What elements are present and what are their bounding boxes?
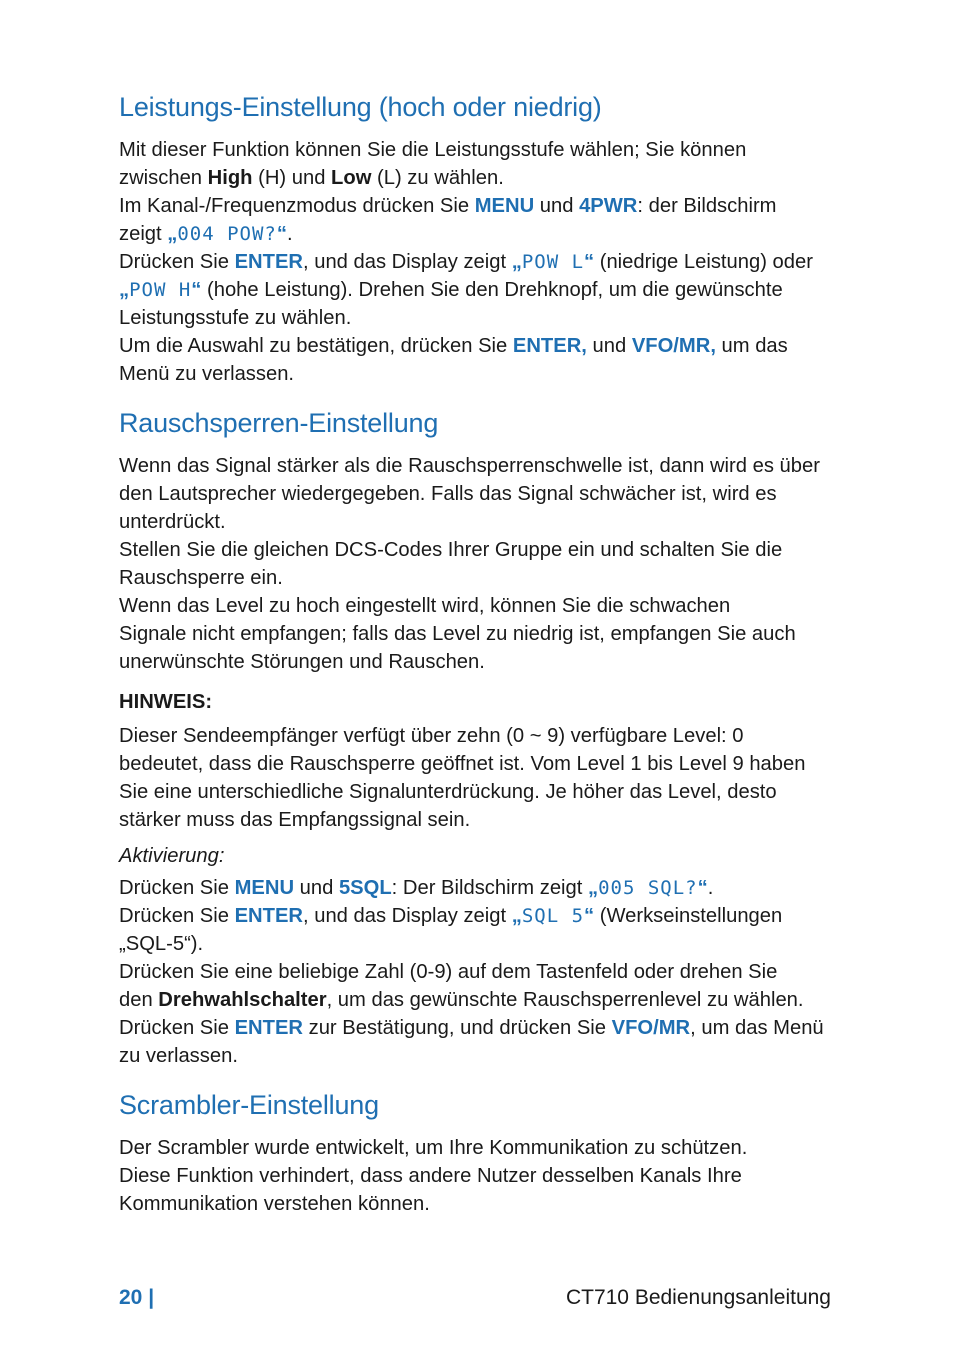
- text-line: Um die Auswahl zu bestätigen, drücken Sie ENTER, und VFO/MR, um das: [119, 335, 788, 357]
- text-line: zeigt „004 POW?“.: [119, 223, 293, 245]
- text-line: unerwünschte Störungen und Rauschen.: [119, 651, 485, 673]
- text-line: Wenn das Level zu hoch eingestellt wird, können Sie die schwachen: [119, 595, 731, 617]
- manual-title: CT710 Bedienungsanleitung: [565, 1286, 831, 1309]
- page-footer: [119, 1284, 831, 1312]
- text-line: zu verlassen.: [119, 1045, 238, 1067]
- text-line: Wenn das Signal stärker als die Rauschsperrenschwelle ist, dann wird es über: [119, 455, 820, 477]
- lcd-text-005-sql: 005 SQL?: [598, 877, 698, 899]
- text-line: Dieser Sendeempfänger verfügt über zehn (0 ~ 9) verfügbare Level: 0: [119, 725, 744, 747]
- text-line: Kommunikation verstehen können.: [119, 1193, 430, 1215]
- key-enter: ENTER,: [512, 335, 587, 357]
- note-heading: HINWEIS:: [119, 691, 213, 713]
- key-menu: MENU: [474, 195, 535, 217]
- scrambler-section-body: [119, 1134, 839, 1218]
- key-5sql: 5SQL: [338, 877, 392, 899]
- keyword-drehwahlschalter: Drehwahlschalter: [158, 989, 327, 1011]
- text-line: Sie eine unterschiedliche Signalunterdrückung. Je höher das Level, desto: [119, 781, 777, 803]
- page-number: 20 |: [119, 1286, 155, 1309]
- section-title-power: Leistungs-Einstellung (hoch oder niedrig): [119, 92, 602, 122]
- activation-label: Aktivierung:: [119, 845, 225, 867]
- key-menu: MENU: [234, 877, 295, 899]
- text-line: „POW H“ (hohe Leistung). Drehen Sie den Drehknopf, um die gewünschte: [119, 279, 783, 301]
- text-line: Mit dieser Funktion können Sie die Leistungsstufe wählen; Sie können: [119, 139, 747, 161]
- power-section-body: [119, 136, 839, 388]
- key-enter: ENTER: [234, 1017, 303, 1039]
- text-line: Stellen Sie die gleichen DCS-Codes Ihrer Gruppe ein und schalten Sie die: [119, 539, 783, 561]
- text-line: Rauschsperre ein.: [119, 567, 283, 589]
- key-4pwr: 4PWR: [579, 195, 638, 217]
- lcd-text-pow-h: POW H: [129, 279, 192, 301]
- keyword-low: Low: [331, 167, 372, 189]
- section-title-squelch: Rauschsperren-Einstellung: [119, 408, 439, 438]
- squelch-section-body: [119, 452, 839, 1070]
- section-title-scrambler: Scrambler-Einstellung: [119, 1090, 379, 1120]
- text-line: Drücken Sie MENU und 5SQL: Der Bildschirm zeigt „005 SQL?“.: [119, 877, 714, 899]
- keyword-high: High: [207, 167, 253, 189]
- key-enter: ENTER: [234, 251, 303, 273]
- text-line: Signale nicht empfangen; falls das Level zu niedrig ist, empfangen Sie auch: [119, 623, 796, 645]
- text-line: Im Kanal-/Frequenzmodus drücken Sie MENU und 4PWR: der Bildschirm: [119, 195, 777, 217]
- text-line: bedeutet, dass die Rauschsperre geöffnet ist. Vom Level 1 bis Level 9 haben: [119, 753, 806, 775]
- text-line: Drücken Sie eine beliebige Zahl (0-9) auf dem Tastenfeld oder drehen Sie: [119, 961, 778, 983]
- text-line: Drücken Sie ENTER, und das Display zeigt „SQL 5“ (Werkseinstellungen: [119, 905, 783, 927]
- text-line: zwischen High (H) und Low (L) zu wählen.: [119, 167, 504, 189]
- text-line: Leistungsstufe zu wählen.: [119, 307, 352, 329]
- text-line: Drücken Sie ENTER zur Bestätigung, und drücken Sie VFO/MR, um das Menü: [119, 1017, 824, 1039]
- page-content: [119, 88, 839, 1218]
- lcd-text-pow-l: POW L: [521, 251, 585, 273]
- key-vfo-mr: VFO/MR: [611, 1017, 691, 1039]
- text-line: stärker muss das Empfangssignal sein.: [119, 809, 471, 831]
- text-line: den Drehwahlschalter, um das gewünschte Rauschsperrenlevel zu wählen.: [119, 989, 804, 1011]
- text-line: Diese Funktion verhindert, dass andere Nutzer desselben Kanals Ihre: [119, 1165, 742, 1187]
- text-line: „SQL-5“).: [119, 933, 204, 955]
- text-line: den Lautsprecher wiedergegeben. Falls das Signal schwächer ist, wird es: [119, 483, 777, 505]
- text-line: Drücken Sie ENTER, und das Display zeigt „POW L“ (niedrige Leistung) oder: [119, 251, 813, 273]
- key-enter: ENTER: [234, 905, 303, 927]
- key-vfo-mr: VFO/MR,: [631, 335, 716, 357]
- lcd-text-004-pow: 004 POW?: [177, 223, 277, 245]
- text-line: unterdrückt.: [119, 511, 226, 533]
- text-line: Der Scrambler wurde entwickelt, um Ihre Kommunikation zu schützen.: [119, 1137, 748, 1159]
- lcd-text-sql-5: SQL 5: [521, 905, 585, 927]
- text-line: Menü zu verlassen.: [119, 363, 295, 385]
